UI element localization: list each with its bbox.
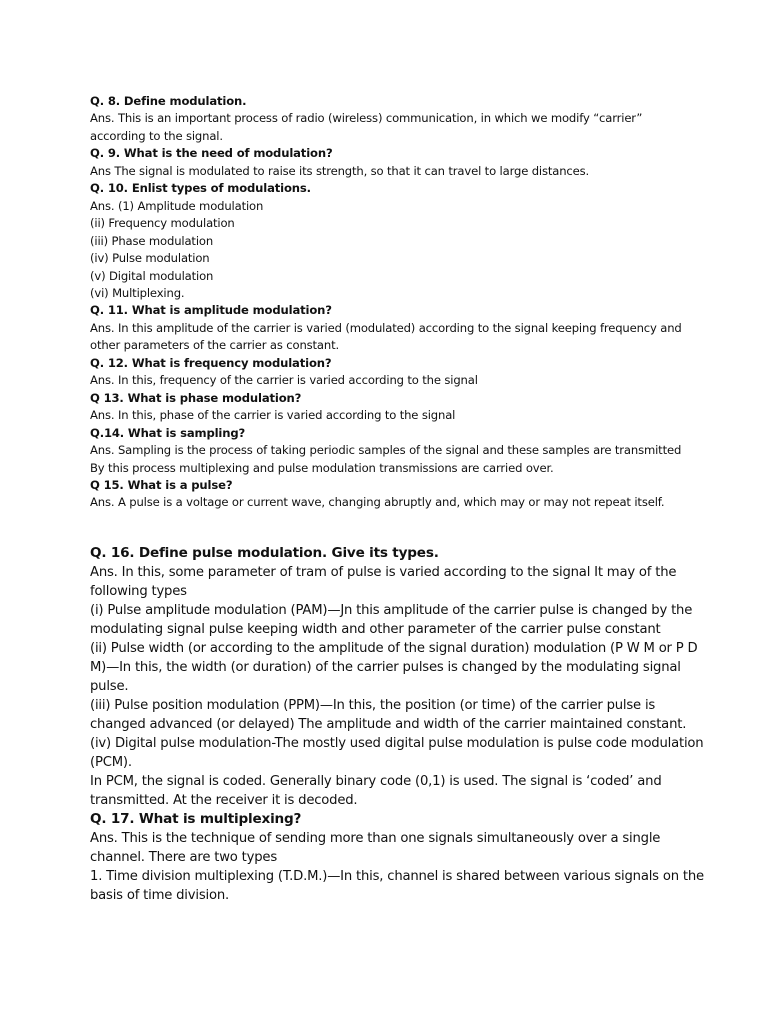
answer-text-line: (iv) Digital pulse modulation-The mostly used digital pulse modulation is pulse code modulation <box>90 736 704 751</box>
answer-text-line: (ii) Frequency modulation <box>90 216 235 231</box>
answer-text-line: changed advanced (or delayed) The amplitude and width of the carrier maintained constant. <box>90 717 687 732</box>
question-heading: Q. 10. Enlist types of modulations. <box>90 181 311 196</box>
answer-text-line: (v) Digital modulation <box>90 268 214 283</box>
answer-text-line: (iii) Pulse position modulation (PPM)—In this, the position (or time) of the carrier pulse is <box>90 698 656 713</box>
answer-text-line: Ans. A pulse is a voltage or current wave, changing abruptly and, which may or may not repeat itself. <box>90 495 665 510</box>
answer-text-line: M)—In this, the width (or duration) of the carrier pulses is changed by the modulating signal <box>90 660 681 675</box>
question-heading: Q. 9. What is the need of modulation? <box>90 146 333 161</box>
question-heading: Q.14. What is sampling? <box>90 425 246 440</box>
answer-text-line: (vi) Multiplexing. <box>90 285 185 300</box>
qa-section-small-text <box>90 93 690 512</box>
answer-text-line: By this process multiplexing and pulse modulation transmissions are carried over. <box>90 460 554 475</box>
question-heading: Q. 16. Define pulse modulation. Give its types. <box>90 545 439 561</box>
answer-text-line: (iv) Pulse modulation <box>90 251 210 266</box>
answer-text-line: (PCM). <box>90 755 132 770</box>
answer-text-line: Ans The signal is modulated to raise its strength, so that it can travel to large distances. <box>90 163 590 178</box>
answer-text-line: (i) Pulse amplitude modulation (PAM)—Jn this amplitude of the carrier pulse is changed by the <box>90 603 693 618</box>
answer-text-line: transmitted. At the receiver it is decoded. <box>90 793 358 808</box>
answer-text-line: Ans. This is an important process of radio (wireless) communication, in which we modify “carrier” <box>90 111 643 126</box>
answer-text-line: following types <box>90 584 187 599</box>
answer-text-line: other parameters of the carrier as constant. <box>90 338 340 353</box>
answer-text-line: according to the signal. <box>90 128 223 143</box>
answer-text-line: Ans. In this, phase of the carrier is varied according to the signal <box>90 408 456 423</box>
answer-text-line: Ans. Sampling is the process of taking periodic samples of the signal and these samples are transmitted <box>90 443 682 458</box>
answer-text-line: Ans. In this, some parameter of tram of pulse is varied according to the signal It may of the <box>90 565 677 580</box>
answer-text-line: Ans. In this, frequency of the carrier is varied according to the signal <box>90 373 478 388</box>
question-heading: Q 15. What is a pulse? <box>90 477 233 492</box>
question-heading: Q 13. What is phase modulation? <box>90 390 302 405</box>
answer-text-line: Ans. (1) Amplitude modulation <box>90 198 264 213</box>
question-heading: Q. 17. What is multiplexing? <box>90 811 302 827</box>
answer-text-line: Ans. This is the technique of sending more than one signals simultaneously over a single <box>90 831 661 846</box>
answer-text-line: In PCM, the signal is coded. Generally binary code (0,1) is used. The signal is ‘coded’ and <box>90 774 662 789</box>
question-heading: Q. 12. What is frequency modulation? <box>90 355 332 370</box>
answer-text-line: (ii) Pulse width (or according to the amplitude of the signal duration) modulation (P W M or P D <box>90 641 698 656</box>
answer-text-line: Ans. In this amplitude of the carrier is varied (modulated) according to the signal keeping frequency and <box>90 320 682 335</box>
question-heading: Q. 8. Define modulation. <box>90 94 247 108</box>
question-heading: Q. 11. What is amplitude modulation? <box>90 303 332 318</box>
answer-text-line: basis of time division. <box>90 888 229 903</box>
answer-text-line: pulse. <box>90 679 129 694</box>
qa-section-large-text <box>90 544 704 905</box>
answer-text-line: modulating signal pulse keeping width and other parameter of the carrier pulse constant <box>90 622 661 637</box>
answer-text-line: (iii) Phase modulation <box>90 233 214 248</box>
answer-text-line: channel. There are two types <box>90 850 277 865</box>
answer-text-line: 1. Time division multiplexing (T.D.M.)—In this, channel is shared between various signals on the <box>90 869 704 884</box>
